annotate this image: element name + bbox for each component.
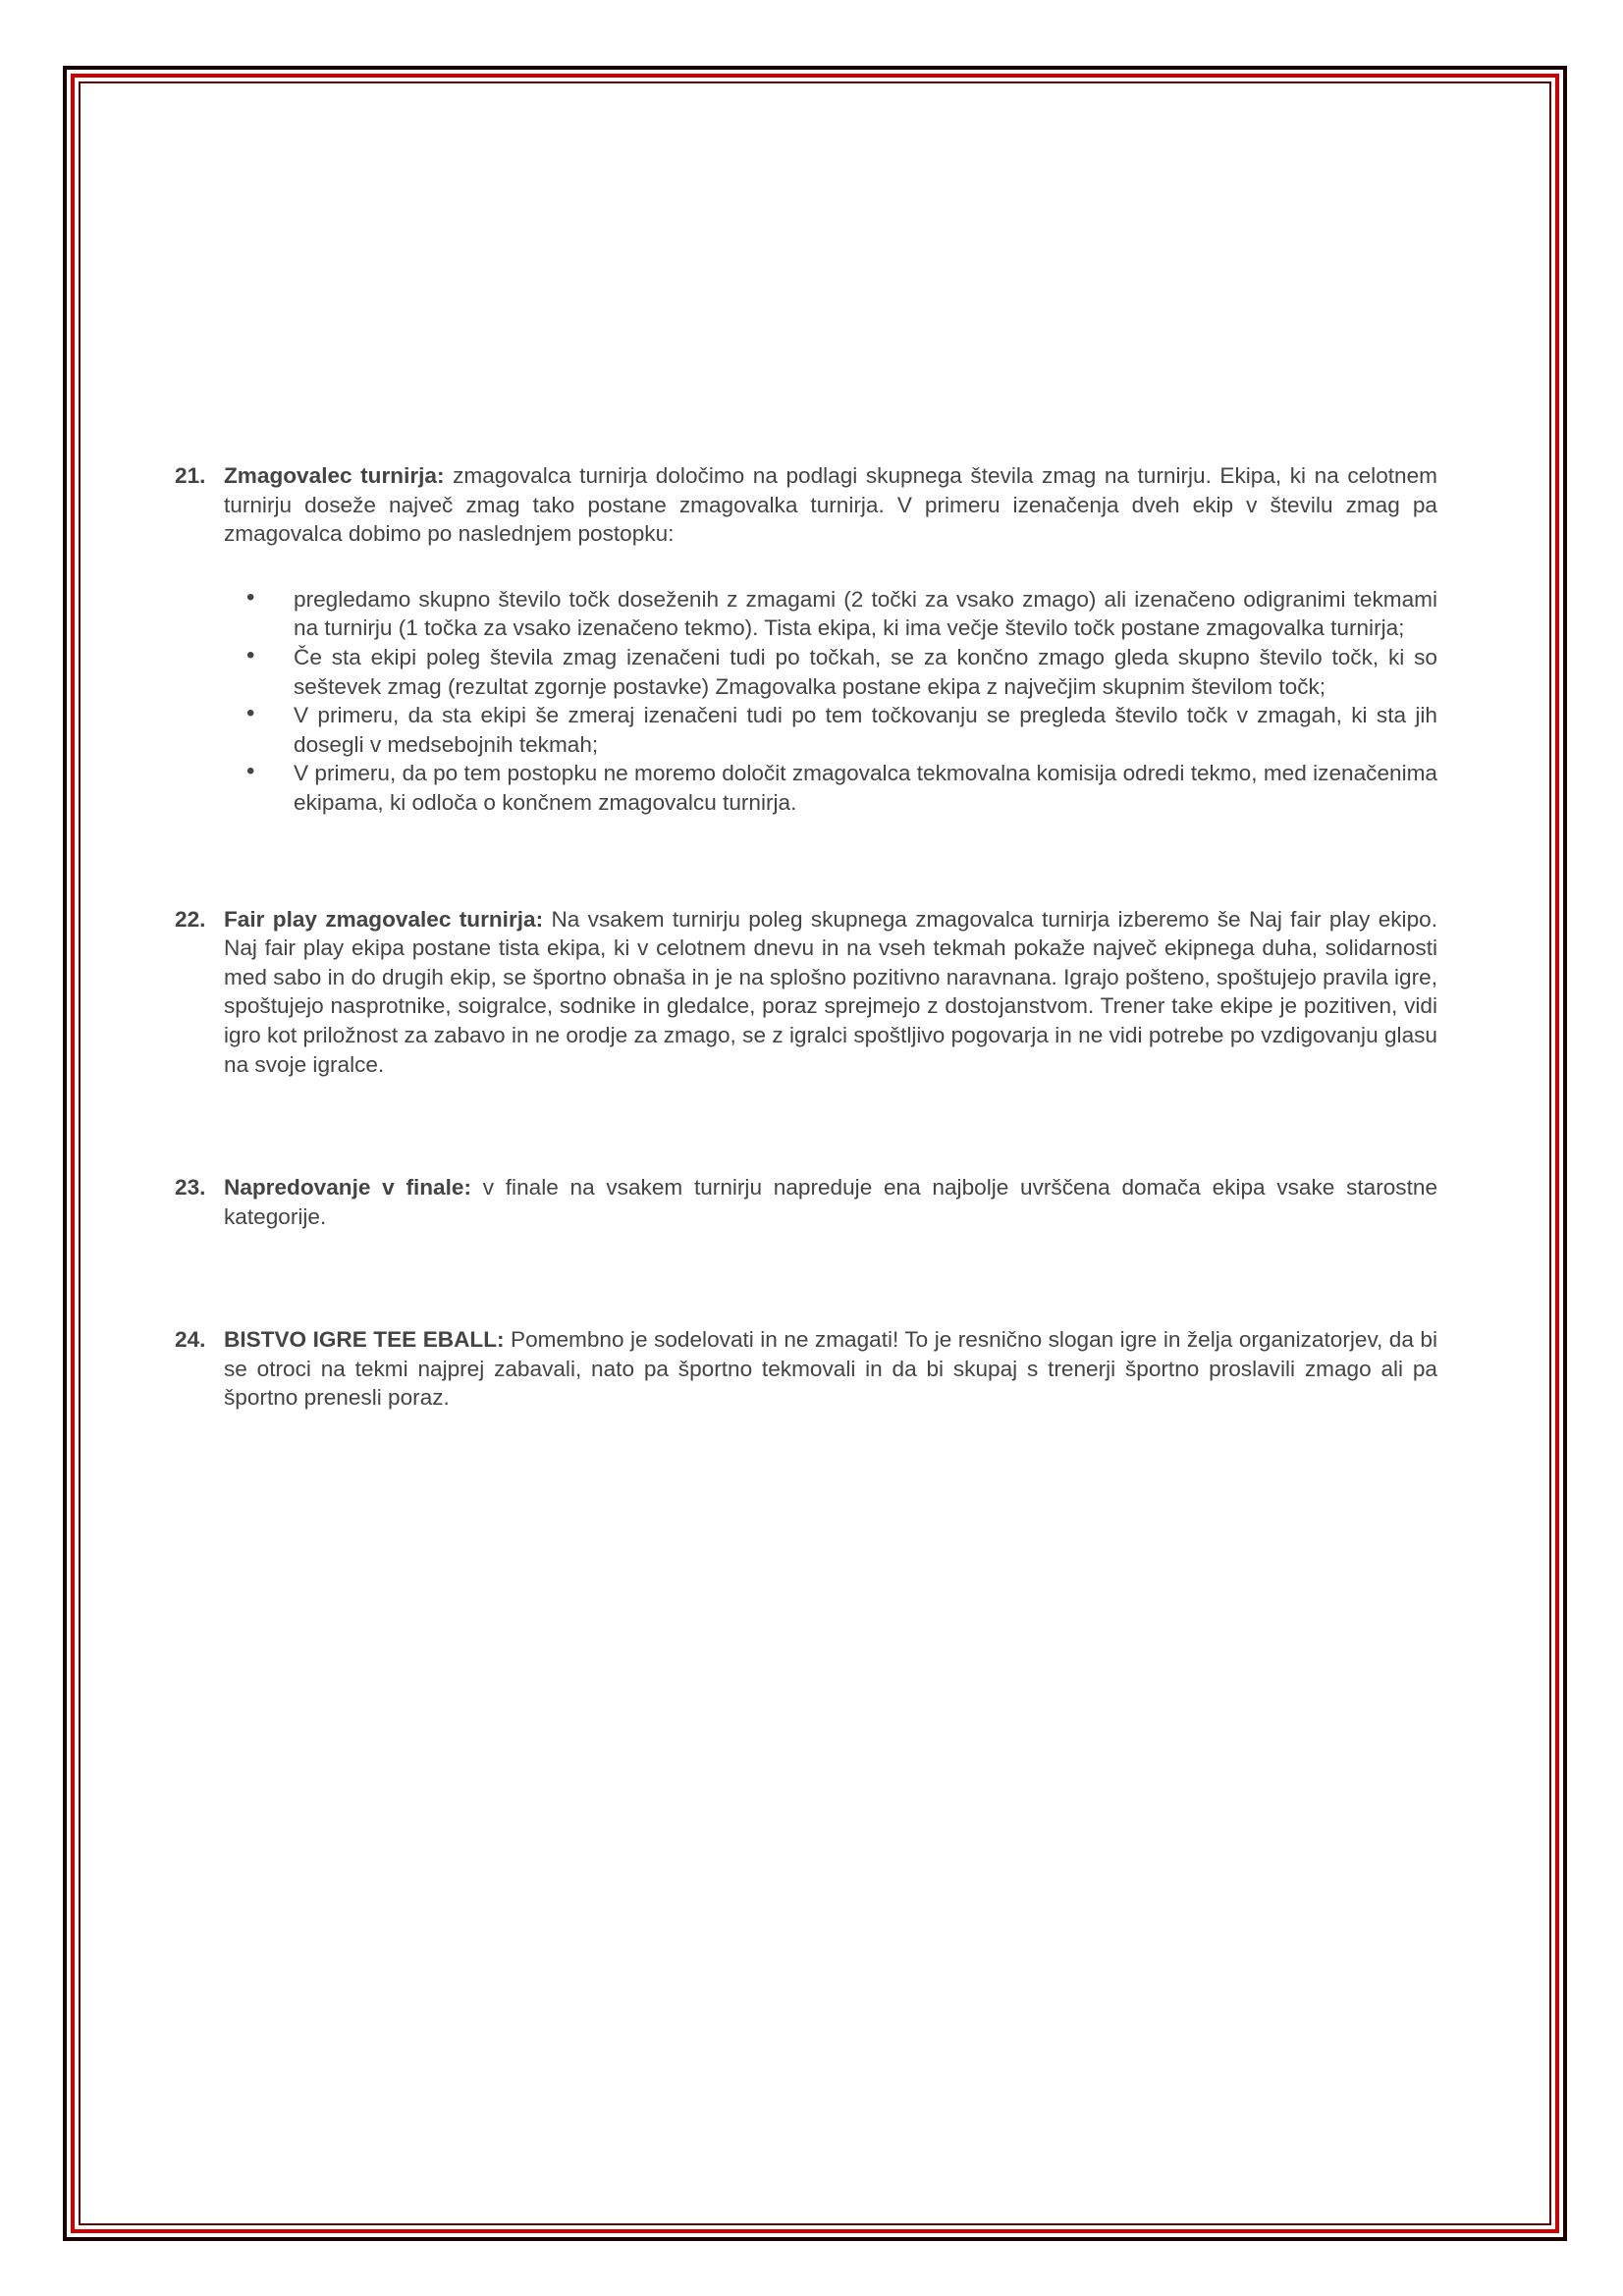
item-number: 22. <box>175 906 206 932</box>
item-paragraph <box>224 1325 1437 1413</box>
rule-item-24 <box>175 1325 1437 1413</box>
list-item: • pregledamo skupno število točk doseženih z zmagami (2 točki za vsako zmago) ali izenačeno odigranimi tekmami na turnirju (1 točka za vsako izenačeno tekmo). Tista ekipa, ki ima večje število točk postane zmagovalka turnirja; <box>246 583 1437 641</box>
item-paragraph <box>224 1173 1437 1231</box>
list-item: • Če sta ekipi poleg števila zmag izenačeni tudi po točkah, se za končno zmago gleda skupno število točk, ki so seštevek zmag (rezultat zgornje postavke) Zmagovalka postane ekipa z največjim skupnim številom točk; <box>246 641 1437 699</box>
rule-item-23 <box>175 1173 1437 1231</box>
item-text: Na vsakem turnirju poleg skupnega zmagovalca turnirja izberemo še Naj fair play ekipo. Naj fair play ekipa postane tista ekipa, ki v celotnem dnevu in na vseh tekmah pokaže največ ekipnega duha, solidarnosti med sabo in do drugih ekip, se športno obnaša in je na splošno pozitivno naravnana. Igrajo pošteno, spoštujejo pravila igre, spoštujejo nasprotnike, soigralce, sodnike in gledalce, poraz sprejmejo z dostojanstvom. Trener take ekipe je pozitiven, vidi igro kot priložnost za zabavo in ne orodje za zmago, se z igralci spoštljivo pogovarja in ne vidi potrebe po vzdigovanju glasu na svoje igralce. <box>224 906 1437 1077</box>
item-paragraph <box>224 905 1437 1080</box>
bullet-icon: • <box>246 758 255 785</box>
tiebreak-list <box>224 585 1437 818</box>
item-paragraph <box>224 461 1437 549</box>
rule-item-21 <box>175 461 1437 818</box>
bullet-icon: • <box>246 700 255 727</box>
item-number: 21. <box>175 463 206 488</box>
bullet-icon: • <box>246 641 255 668</box>
item-term: Fair play zmagovalec turnirja: <box>224 906 544 932</box>
item-text: v finale na vsakem turnirju napreduje ena najbolje uvrščena domača ekipa vsake starostne kategorije. <box>224 1175 1438 1229</box>
item-term: Napredovanje v finale: <box>224 1175 471 1201</box>
item-term: BISTVO IGRE TEE EBALL: <box>224 1327 505 1353</box>
rule-item-22 <box>175 905 1437 1080</box>
item-number: 23. <box>175 1175 206 1201</box>
bullet-icon: • <box>246 583 255 611</box>
item-text: Pomembno je sodelovati in ne zmagati! To je resnično slogan igre in želja organizatorjev, da bi se otroci na tekmi najprej zabavali, nato pa športno tekmovali in da bi skupaj s trenerji športno proslavili zmago ali pa športno prenesli poraz. <box>224 1327 1437 1411</box>
item-term: Zmagovalec turnirja: <box>224 463 445 488</box>
item-text: zmagovalca turnirja določimo na podlagi skupnega števila zmag na turnirju. Ekipa, ki na celotnem turnirju doseže največ zmag tako postane zmagovalka turnirja. V primeru izenačenja dveh ekip v številu zmag pa zmagovalca dobimo po naslednjem postopku: <box>224 463 1437 547</box>
document-body <box>175 461 1437 1413</box>
list-item: • V primeru, da sta ekipi še zmeraj izenačeni tudi po tem točkovanju se pregleda število točk v zmagah, ki sta jih dosegli v medsebojnih tekmah; <box>246 700 1437 757</box>
list-item: • V primeru, da po tem postopku ne moremo določit zmagovalca tekmovalna komisija odredi tekmo, med izenačenima ekipama, ki odloča o končnem zmagovalcu turnirja. <box>246 758 1437 815</box>
item-number: 24. <box>175 1327 206 1353</box>
